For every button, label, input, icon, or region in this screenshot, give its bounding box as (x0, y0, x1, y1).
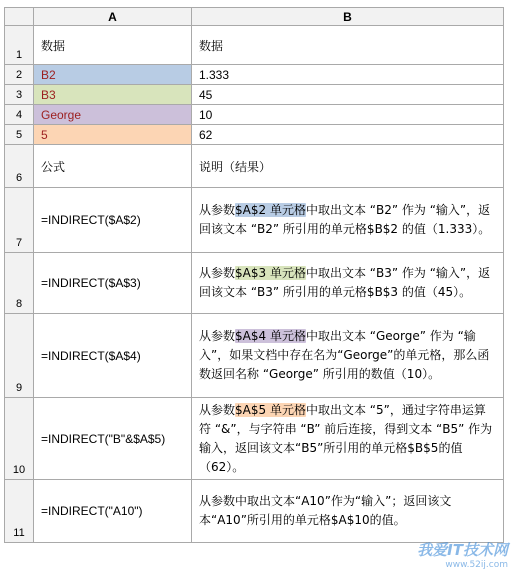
table-row (5, 253, 504, 314)
explanation-prefix: 从参数 (199, 329, 236, 343)
explanation-prefix: 从参数 (199, 402, 236, 417)
explanation-text: 中取出文本 “B2” 作为 “输入”，返回该文本 “B2” 所引用的单元格$B$2 的值（1.333）。 (199, 203, 491, 236)
cell-b7[interactable] (192, 188, 504, 253)
cell-a11[interactable]: =INDIRECT("A10") (34, 480, 192, 543)
row-header[interactable]: 5 (5, 125, 34, 145)
row-header[interactable]: 11 (5, 480, 34, 543)
cell-b11[interactable] (192, 480, 504, 543)
explanation-text: 中取出文本 “5”，通过字符串运算符 “&”，与字符串 “B” 前后连接，得到文本 “B5” 作为输入，返回该文本“B5”所引用的单元格$B$5的值（62）。 (199, 402, 493, 474)
table-row (5, 85, 504, 105)
cell-b3[interactable]: 45 (192, 85, 504, 105)
cell-a8[interactable]: =INDIRECT($A$3) (34, 253, 192, 314)
table-row (5, 26, 504, 65)
cell-a10[interactable]: =INDIRECT("B"&$A$5) (34, 398, 192, 480)
highlighted-reference: $A$2 单元格 (235, 203, 306, 217)
explanation-text: 中取出文本 “George” 作为 “输入”，如果文档中存在名为“George”的单元格，那么函数返回名称 “George” 所引用的数值（10）。 (199, 329, 490, 381)
explanation-prefix: 从参数 (199, 203, 236, 217)
row-header[interactable]: 6 (5, 145, 34, 188)
cell-b9[interactable] (192, 314, 504, 398)
cell-a2[interactable]: B2 (34, 65, 192, 85)
cell-a6[interactable]: 公式 (34, 145, 192, 188)
table-row (5, 65, 504, 85)
table-row (5, 188, 504, 253)
table-row (5, 125, 504, 145)
row-header[interactable]: 9 (5, 314, 34, 398)
highlighted-reference: $A$4 单元格 (235, 329, 306, 343)
column-header-row (5, 8, 504, 26)
highlighted-reference: $A$5 单元格 (235, 402, 306, 417)
row-header[interactable]: 1 (5, 26, 34, 65)
explanation-text: 从参数中取出文本“A10”作为“输入”；返回该文本“A10”所引用的单元格$A$10的值。 (199, 494, 452, 527)
cell-a5[interactable]: 5 (34, 125, 192, 145)
select-all-corner[interactable] (5, 8, 34, 26)
explanation-text: 中取出文本 “B3” 作为 “输入”，返回该文本 “B3” 所引用的单元格$B$3 的值（45）。 (199, 266, 491, 299)
cell-b6[interactable]: 说明（结果） (192, 145, 504, 188)
row-header[interactable]: 4 (5, 105, 34, 125)
row-header[interactable]: 7 (5, 188, 34, 253)
table-row (5, 105, 504, 125)
site-watermark (417, 539, 508, 570)
cell-a7[interactable]: =INDIRECT($A$2) (34, 188, 192, 253)
row-header[interactable]: 10 (5, 398, 34, 480)
cell-a9[interactable]: =INDIRECT($A$4) (34, 314, 192, 398)
cell-b1[interactable]: 数据 (192, 26, 504, 65)
cell-a3[interactable]: B3 (34, 85, 192, 105)
cell-a4[interactable]: George (34, 105, 192, 125)
cell-b4[interactable]: 10 (192, 105, 504, 125)
highlighted-reference: $A$3 单元格 (235, 266, 306, 280)
cell-b2[interactable]: 1.333 (192, 65, 504, 85)
table-row (5, 398, 504, 480)
cell-b8[interactable] (192, 253, 504, 314)
cell-b5[interactable]: 62 (192, 125, 504, 145)
column-header-a[interactable]: A (34, 8, 192, 26)
row-header[interactable]: 2 (5, 65, 34, 85)
cell-b10[interactable] (192, 398, 504, 480)
watermark-url: www.52ij.com (445, 560, 508, 570)
watermark-title: 我爱IT技术网 (417, 541, 508, 559)
table-row (5, 480, 504, 543)
column-header-b[interactable]: B (192, 8, 504, 26)
explanation-prefix: 从参数 (199, 266, 236, 280)
table-row (5, 145, 504, 188)
cell-a1[interactable]: 数据 (34, 26, 192, 65)
row-header[interactable]: 8 (5, 253, 34, 314)
row-header[interactable]: 3 (5, 85, 34, 105)
spreadsheet-table (4, 7, 504, 543)
table-row (5, 314, 504, 398)
